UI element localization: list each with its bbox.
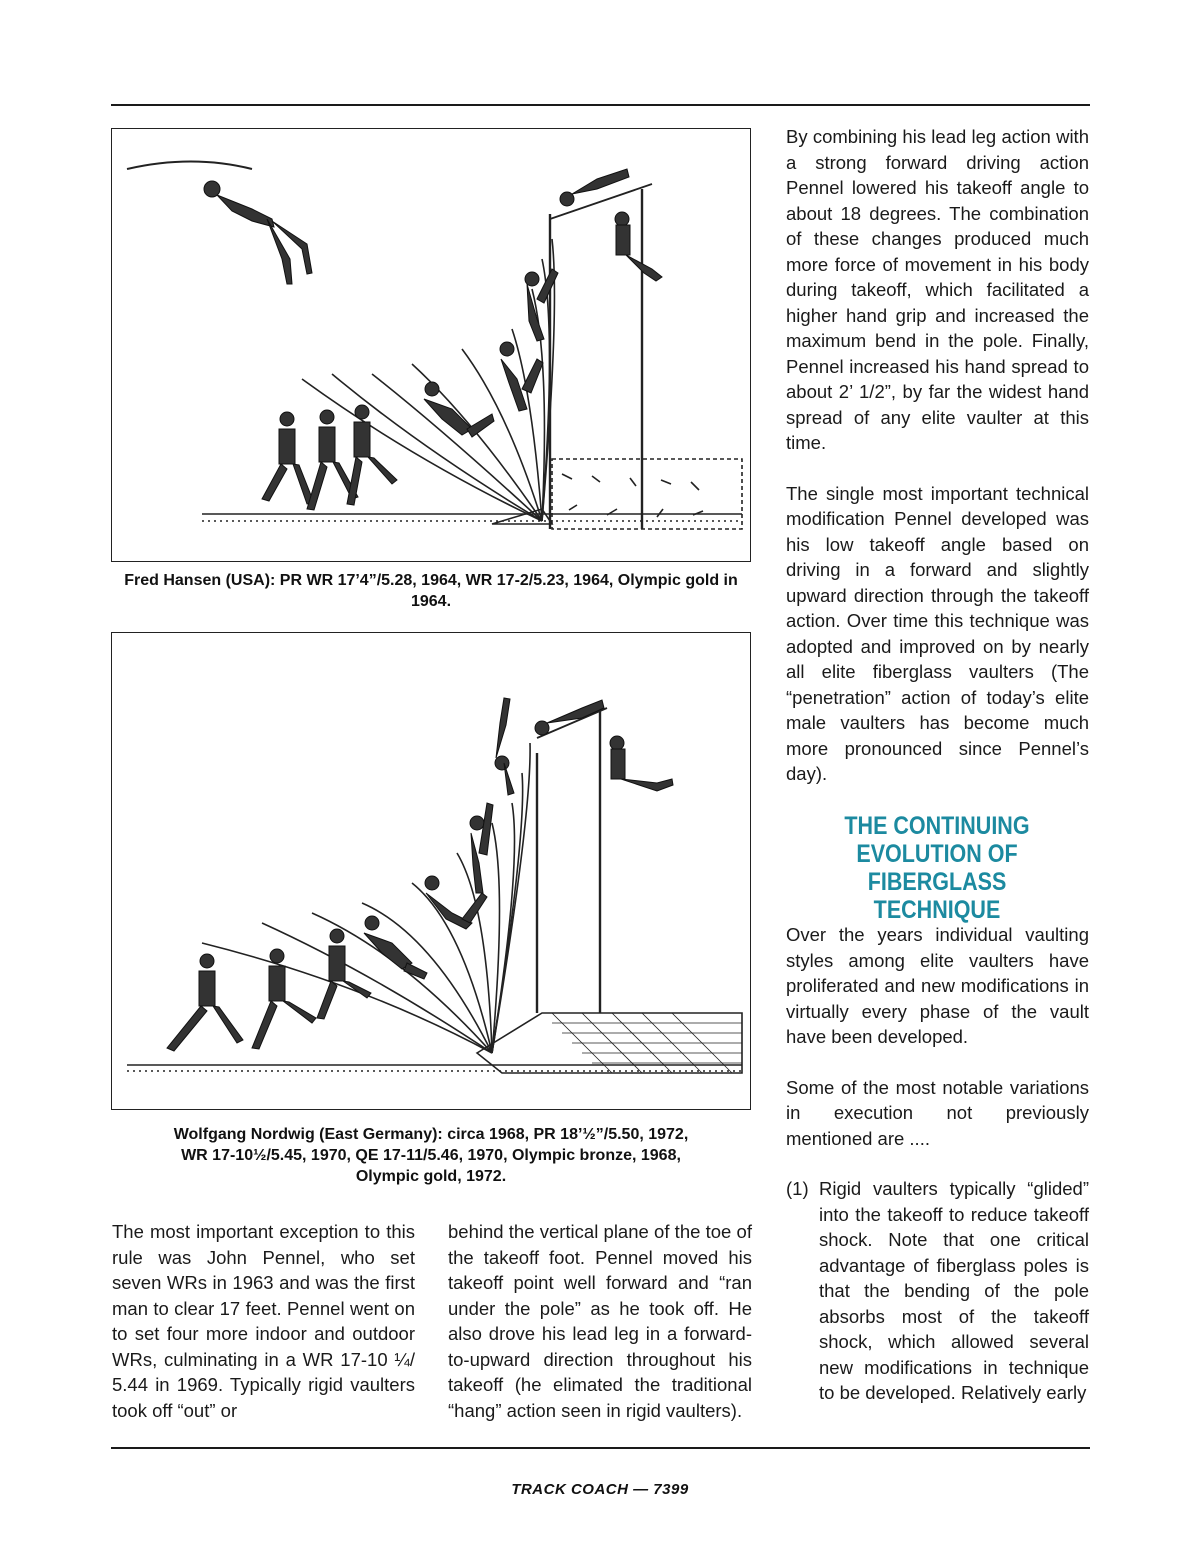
figure-caption-nordwig: Wolfgang Nordwig (East Germany): circa 1968, PR 18’½”/5.50, 1972, WR 17-10½/5.45, 1970, QE 17-11/5.46, 1970, Olympic bronze, 1968, Olympic gold, 1972. bbox=[173, 1126, 689, 1185]
page-footer: TRACK COACH — 7399 bbox=[511, 1481, 689, 1498]
paragraph-notable-variations: Some of the most notable variations in execution not previously mentioned are .... bbox=[786, 1076, 1089, 1149]
figure-nordwig bbox=[111, 632, 751, 1110]
body-text-right-column-lower bbox=[786, 922, 1089, 1406]
list-number: (1) bbox=[786, 1178, 809, 1199]
figure-caption-hansen: Fred Hansen (USA): PR WR 17’4”/5.28, 1964, WR 17-2/5.23, 1964, Olympic gold in 1964. bbox=[124, 572, 738, 610]
section-heading: THE CONTINUING EVOLUTION OF FIBERGLASS TECHNIQUE bbox=[844, 812, 1030, 924]
top-rule bbox=[111, 104, 1090, 106]
paragraph-vaulting-styles: Over the years individual vaulting styles among elite vaulters have proliferated and new modifications in virtually every phase of the vault have been developed. bbox=[786, 924, 1089, 1047]
bottom-rule bbox=[111, 1447, 1090, 1449]
body-text-right-column bbox=[786, 124, 1089, 812]
body-text-column-1 bbox=[112, 1219, 415, 1448]
list-item-1 bbox=[786, 1176, 1089, 1406]
list-item-text: Rigid vaulters typically “glided” into the takeoff to reduce takeoff shock. Note that one critical advantage of fiberglass poles is that the bending of the pole absorbs most of the takeoff shock, which allowed several new modifications in technique to be developed. Relatively early bbox=[819, 1178, 1089, 1403]
paragraph-takeoff-angle: The single most important technical modification Pennel developed was his low takeoff angle based on driving in a forward and slightly upward direction through the takeoff action. Over time this technique was adopted and improved on by nearly all elite fiberglass vaulters (The “penetration” action of today’s elite male vaulters has become much more pronounced since Pennel’s day). bbox=[786, 482, 1089, 784]
pole-vault-illustration-2 bbox=[112, 633, 749, 1108]
pole-vault-illustration-1 bbox=[112, 129, 749, 560]
paragraph-pennel-takeoff: behind the vertical plane of the toe of the takeoff foot. Pennel moved his takeoff point well forward and “ran under the pole” as he took off. He also drove his lead leg in a forward-to-upward direction throughout his takeoff (he elimated the traditional “hang” action seen in rigid vaulters). bbox=[448, 1221, 752, 1421]
paragraph-lead-leg-action: By combining his lead leg action with a strong forward driving action Pennel lowered his takeoff angle to about 18 degrees. The combination of these changes produced much more force of movement in his body during takeoff, which facilitated a higher hand grip and increased the maximum bend in the pole. Finally, Pennel increased his hand spread to about 2’ 1/2”, by far the widest hand spread of any elite vaulter at this time. bbox=[786, 126, 1089, 453]
body-text-column-2 bbox=[448, 1219, 752, 1448]
figure-hansen bbox=[111, 128, 751, 562]
paragraph-pennel-exception: The most important exception to this rule was John Pennel, who set seven WRs in 1963 and was the first man to clear 17 feet. Pennel went on to set four more indoor and outdoor WRs, culminating in a WR 17-10 ¼/ 5.44 in 1969. Typically rigid vaulters took off “out” or bbox=[112, 1221, 415, 1421]
